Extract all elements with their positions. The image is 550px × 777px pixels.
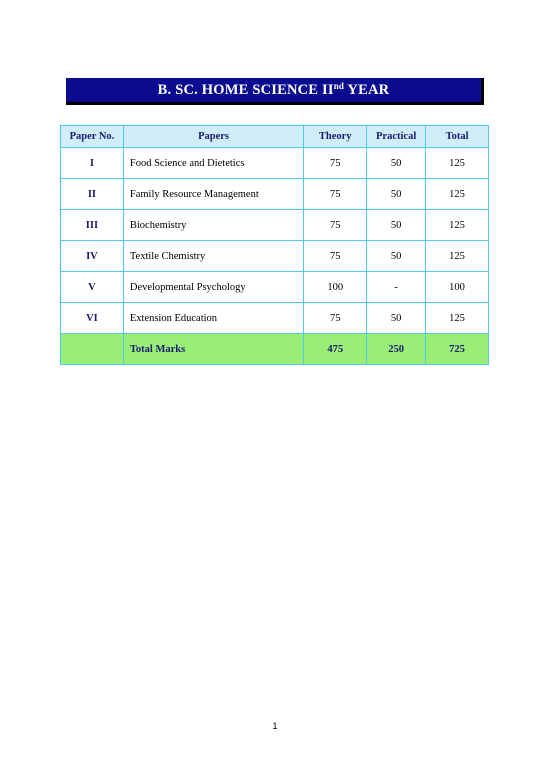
table-row xyxy=(61,148,489,179)
header-papers: Papers xyxy=(123,126,303,148)
header-theory: Theory xyxy=(304,126,367,148)
header-paper-no: Paper No. xyxy=(61,126,124,148)
total-marks: 125 xyxy=(426,241,489,272)
paper-name: Food Science and Dietetics xyxy=(123,148,303,179)
header-total: Total xyxy=(426,126,489,148)
table-row xyxy=(61,179,489,210)
paper-number: VI xyxy=(61,303,124,334)
total-paper-number xyxy=(61,334,124,365)
paper-name: Textile Chemistry xyxy=(123,241,303,272)
practical-marks: - xyxy=(367,272,426,303)
paper-name: Family Resource Management xyxy=(123,179,303,210)
total-marks: 125 xyxy=(426,148,489,179)
theory-marks: 75 xyxy=(304,241,367,272)
title-superscript: nd xyxy=(333,80,345,91)
theory-marks: 75 xyxy=(304,210,367,241)
table-header-row xyxy=(61,126,489,148)
paper-number: V xyxy=(61,272,124,303)
page-number: 1 xyxy=(272,721,278,731)
total-marks: 125 xyxy=(426,210,489,241)
table-row xyxy=(61,241,489,272)
practical-marks: 50 xyxy=(367,241,426,272)
paper-number: IV xyxy=(61,241,124,272)
paper-name: Developmental Psychology xyxy=(123,272,303,303)
paper-number: II xyxy=(61,179,124,210)
theory-marks: 75 xyxy=(304,148,367,179)
theory-marks: 75 xyxy=(304,303,367,334)
total-marks: 125 xyxy=(426,303,489,334)
total-marks: 100 xyxy=(426,272,489,303)
grand-total: 725 xyxy=(426,334,489,365)
total-practical: 250 xyxy=(367,334,426,365)
theory-marks: 100 xyxy=(304,272,367,303)
total-row xyxy=(61,334,489,365)
total-marks: 125 xyxy=(426,179,489,210)
title-main: B. SC. HOME SCIENCE II xyxy=(157,81,334,98)
title-suffix: YEAR xyxy=(344,81,390,98)
table-row xyxy=(61,303,489,334)
practical-marks: 50 xyxy=(367,303,426,334)
marks-table xyxy=(60,125,489,365)
practical-marks: 50 xyxy=(367,210,426,241)
practical-marks: 50 xyxy=(367,179,426,210)
paper-number: III xyxy=(61,210,124,241)
header-practical: Practical xyxy=(367,126,426,148)
practical-marks: 50 xyxy=(367,148,426,179)
title-banner xyxy=(66,78,484,105)
paper-name: Extension Education xyxy=(123,303,303,334)
paper-number: I xyxy=(61,148,124,179)
table-row xyxy=(61,210,489,241)
total-theory: 475 xyxy=(304,334,367,365)
theory-marks: 75 xyxy=(304,179,367,210)
total-label: Total Marks xyxy=(123,334,303,365)
page-title xyxy=(158,82,390,99)
paper-name: Biochemistry xyxy=(123,210,303,241)
table-row xyxy=(61,272,489,303)
